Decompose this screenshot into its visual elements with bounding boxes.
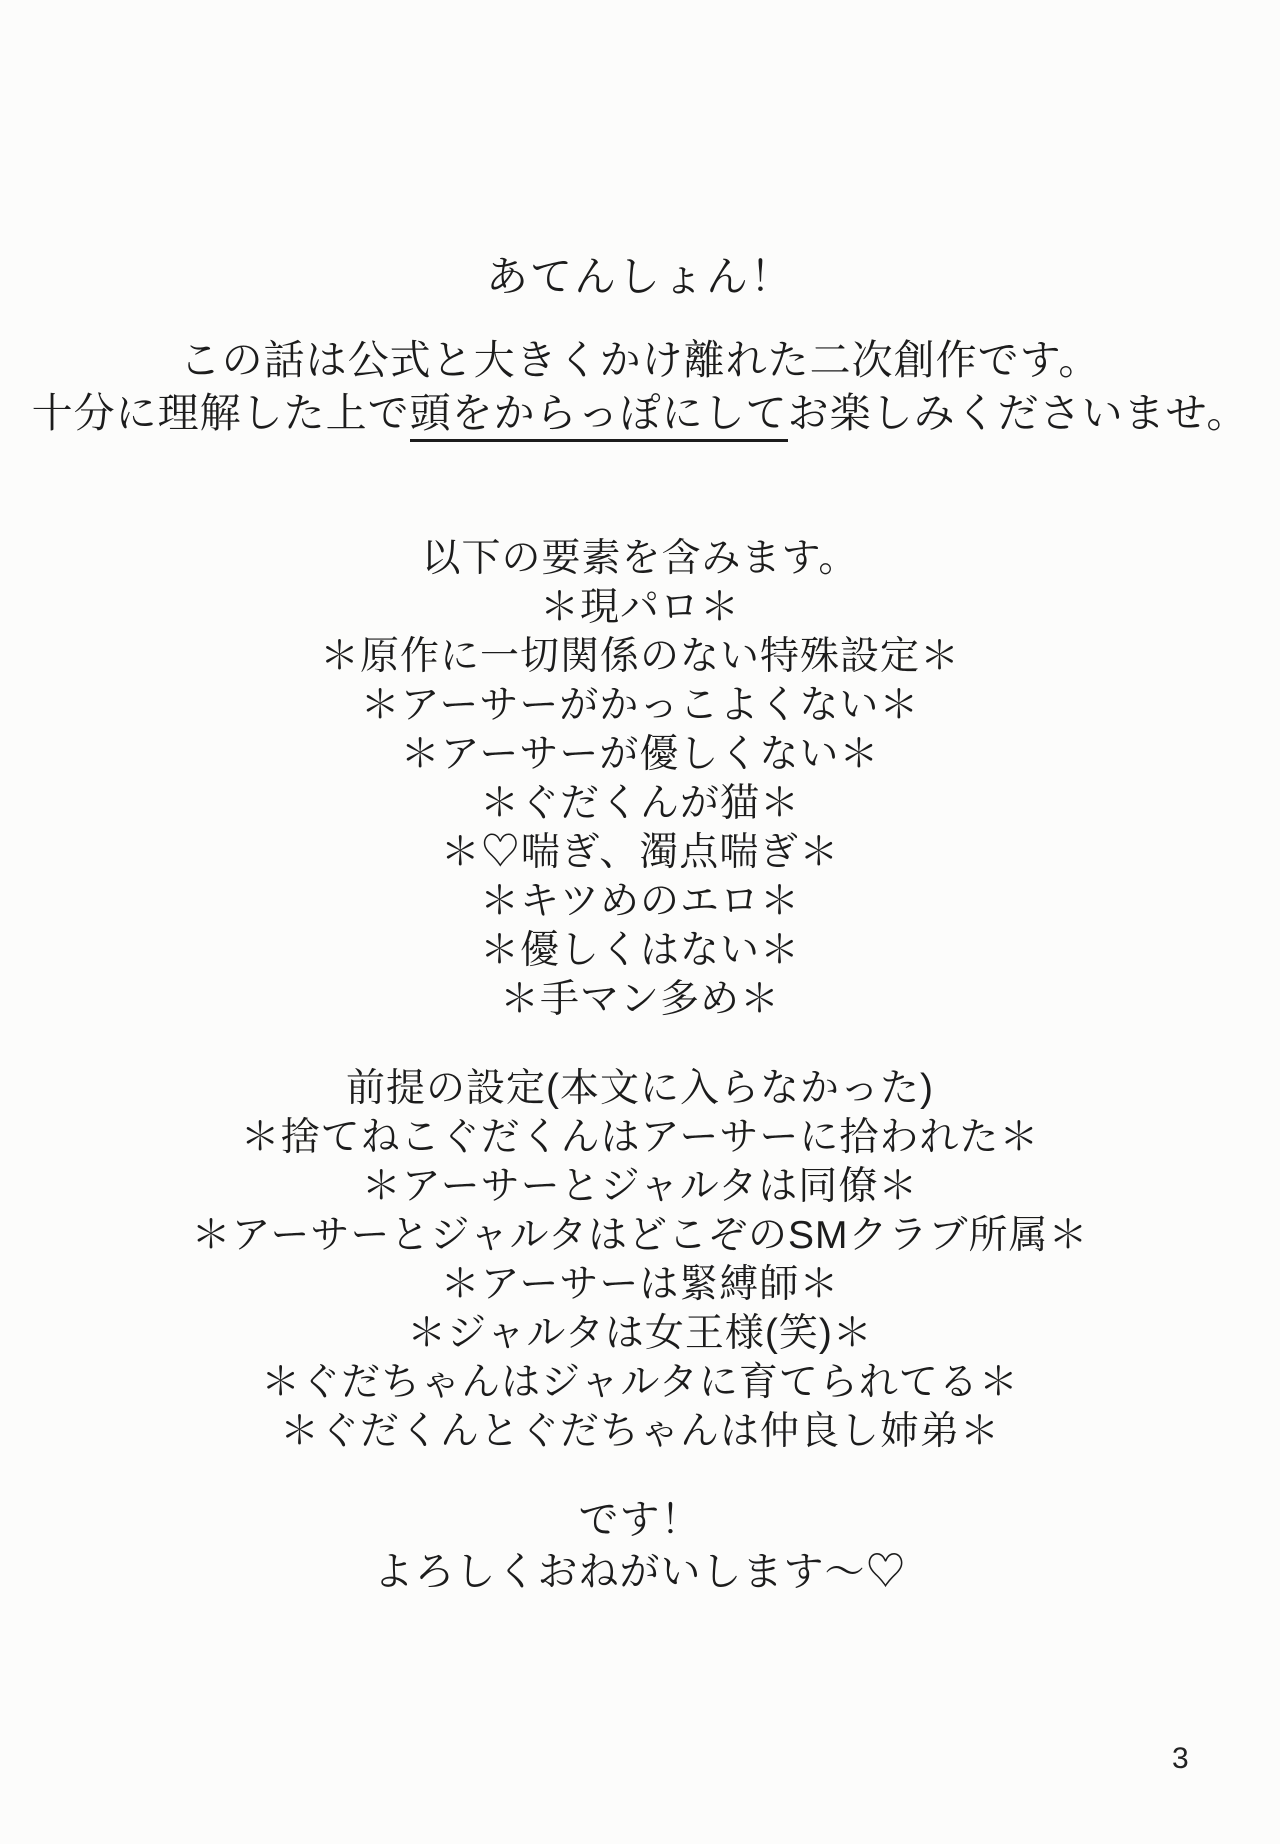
element-tag-line: ＊手マン多め＊ [499,978,780,1021]
closing-line-2: よろしくおねがいします～♡ [373,1550,907,1594]
content-tags-section [0,534,1280,1024]
intro-line-1: この話は公式と大きくかけ離れた二次創作です。 [179,337,1101,383]
disclaimer-paragraph [0,334,1280,440]
premise-line: ＊ジャルタは女王様(笑)＊ [407,1312,873,1355]
element-tag-line: ＊現パロ＊ [539,586,740,629]
premises-heading: 前提の設定(本文に入らなかった) [346,1067,934,1110]
element-tag-line: ＊原作に一切関係のない特殊設定＊ [319,635,960,678]
premise-line: ＊アーサーは緊縛師＊ [440,1263,840,1306]
underlined-phrase: 頭をからっぽにして [410,390,788,442]
element-tag-line: ＊キツめのエロ＊ [479,880,800,923]
premise-line: ＊ぐだくんとぐだちゃんは仲良し姉弟＊ [279,1410,1000,1453]
premise-line: ＊捨てねこぐだくんはアーサーに拾われた＊ [240,1116,1040,1159]
closing-message [0,1494,1280,1598]
intro-line-2 [0,387,1280,440]
premise-line: ＊アーサーとジャルタは同僚＊ [361,1165,919,1208]
element-tag-line: ＊優しくはない＊ [479,929,800,972]
premise-line: ＊アーサーとジャルタはどこぞのSMクラブ所属＊ [191,1214,1089,1257]
element-tag-line: ＊アーサーが優しくない＊ [400,733,880,776]
intro-line-2-post: お楽しみくださいませ。 [787,390,1249,436]
attention-title: あてんしょん！ [485,253,794,300]
intro-line-2-pre: 十分に理解した上で [31,390,410,436]
closing-line-1: です！ [578,1498,702,1542]
element-tag-line: ＊♡喘ぎ、濁点喘ぎ＊ [440,831,840,874]
elements-heading: 以下の要素を含みます。 [421,537,859,580]
element-tag-line: ＊アーサーがかっこよくない＊ [360,684,920,727]
element-tag-line: ＊ぐだくんが猫＊ [479,782,800,825]
premise-line: ＊ぐだちゃんはジャルタに育てられてる＊ [261,1361,1019,1404]
premise-settings-section [0,1064,1280,1456]
page-number: 3 [1172,1742,1189,1775]
